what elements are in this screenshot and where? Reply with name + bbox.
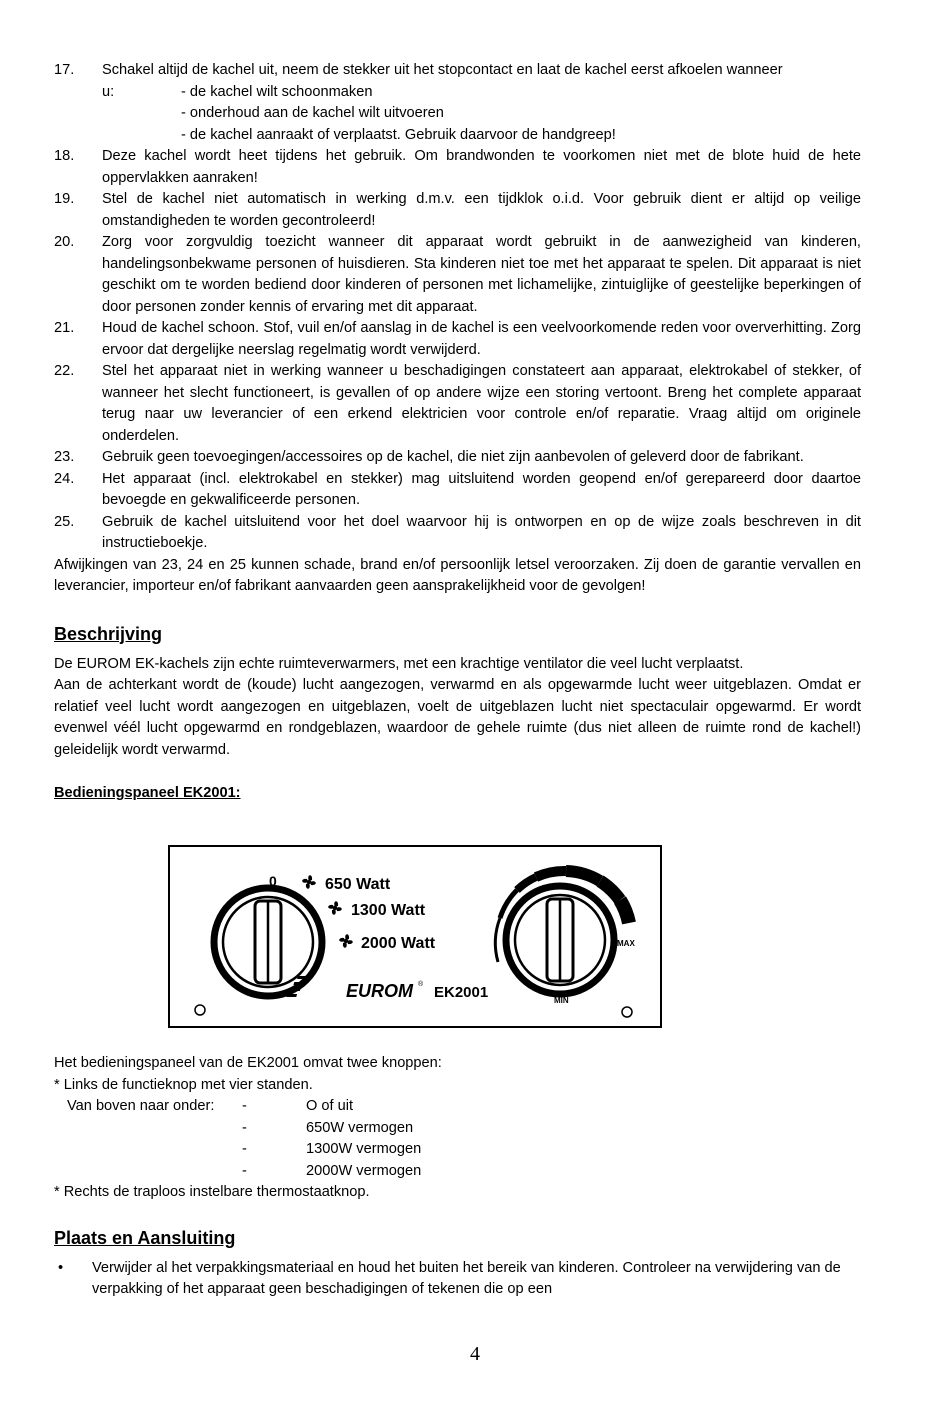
- setting-row: [54, 1118, 861, 1140]
- item-number: 19.: [54, 191, 75, 207]
- item-text: Gebruik de kachel uitsluitend voor het doel waarvoor hij is ontworpen en op de wijze zoals beschreven in dit instructieboekje.: [102, 513, 861, 551]
- function-settings-list: [54, 1096, 861, 1182]
- control-panel-diagram: [168, 845, 662, 1028]
- item-text: Het apparaat (incl. elektrokabel en stekker) mag uitsluitend worden geopend en/of gerepareerd door daartoe bevoegde en gekwalificeerde personen.: [102, 470, 861, 508]
- page-number: 4: [470, 1343, 480, 1365]
- setting-2000: 2000 Watt: [361, 935, 436, 952]
- setting-value: 1300W vermogen: [306, 1141, 422, 1157]
- setting-value: 2000W vermogen: [306, 1162, 422, 1179]
- item-number: 21.: [54, 320, 75, 336]
- safety-item-25: [54, 512, 861, 555]
- description-paragraph: De EUROM EK-kachels zijn echte ruimteverwarmers, met een krachtige ventilator die veel lucht verplaatst.: [54, 655, 744, 672]
- safety-item-21: [54, 318, 861, 361]
- dash: -: [242, 1162, 247, 1179]
- item-number: 25.: [54, 513, 75, 530]
- item-17-sub-3: - de kachel aanraakt of verplaatst. Gebruik daarvoor de handgreep!: [181, 126, 616, 143]
- item-number: 24.: [54, 470, 75, 487]
- safety-item-17-continuation: [54, 82, 861, 104]
- item-number: 17.: [54, 62, 75, 78]
- item-number: 22.: [54, 363, 75, 379]
- safety-item-20: [54, 232, 861, 318]
- item-number: 18.: [54, 148, 75, 164]
- setting-row: [54, 1161, 861, 1183]
- min-label: MIN: [554, 996, 569, 1005]
- description-paragraph: Aan de achterkant wordt de (koude) lucht aangezogen, verwarmd en als opgewarmde lucht weer uitgeblazen. Omdat er relatief veel lucht wordt aangezogen en uitgeblazen, voelt de uitgeblazen lucht niet spectaculair opgewarmd. Er wordt evenwel véél lucht opgewarmd en rondgeblazen, waardoor de gehele ruimte (dus niet alleen de ruimte rond de kachel!) geleidelijk wordt verwarmd.: [54, 677, 861, 758]
- bullet-item: [54, 1258, 861, 1301]
- panel-intro: Het bedieningspaneel van de EK2001 omvat twee knoppen:: [54, 1055, 442, 1071]
- safety-item-19: [54, 189, 861, 232]
- dash: -: [242, 1141, 247, 1157]
- bullet-icon: •: [58, 1259, 64, 1276]
- safety-item-24: [54, 469, 861, 512]
- brand-name: EUROM: [346, 981, 413, 1001]
- item-17-u-label: u:: [102, 83, 115, 100]
- item-text: Zorg voor zorgvuldig toezicht wanneer dit apparaat wordt gebruikt in de aanwezigheid van kinderen, handelingsonbekwame personen of huisdieren. Sta kinderen niet toe met het apparaat te spelen. Dit apparaat is niet geschikt om te worden bediend door kinderen of personen met lichamelijke, zintuiglijke of geestelijke beperkingen of door personen zonder kennis of ervaring met dit apparaat.: [102, 234, 861, 315]
- warning-paragraph: Afwijkingen van 23, 24 en 25 kunnen schade, brand en/of persoonlijk letsel veroorzaken. Zij doen de garantie vervallen en leverancier, importeur en/of fabrikant aanvaarden geen aansprakelijkheid voor de gevolgen!: [54, 556, 861, 594]
- item-text: Gebruik geen toevoegingen/accessoires op de kachel, die niet zijn aanbevolen of geleverd door de fabrikant.: [102, 449, 804, 465]
- setting-row: [54, 1139, 861, 1161]
- item-text: Houd de kachel schoon. Stof, vuil en/of aanslag in de kachel is een veelvoorkomende reden voor oververhitting. Zorg ervoor dat dergelijke neerslag regelmatig wordt verwijderd.: [102, 320, 861, 358]
- setting-value: O of uit: [306, 1098, 354, 1114]
- dash: -: [242, 1098, 247, 1114]
- item-17-sub-1: - de kachel wilt schoonmaken: [181, 83, 373, 100]
- item-text: Schakel altijd de kachel uit, neem de stekker uit het stopcontact en laat de kachel eerst afkoelen wanneer: [102, 62, 783, 78]
- setting-650: 650 Watt: [325, 876, 391, 893]
- setting-1300: 1300 Watt: [351, 902, 426, 919]
- safety-item-23: [54, 447, 861, 469]
- right-knob-description: * Rechts de traploos instelbare thermostaatknop.: [54, 1184, 370, 1200]
- max-label: MAX: [617, 939, 635, 948]
- left-knob-description: * Links de functieknop met vier standen.: [54, 1076, 313, 1093]
- settings-lead: Van boven naar onder:: [67, 1098, 215, 1114]
- off-label: 0: [269, 873, 277, 889]
- panel-heading: Bedieningspaneel EK2001:: [54, 785, 241, 801]
- item-number: 20.: [54, 234, 75, 250]
- section-heading-plaats: Plaats en Aansluiting: [54, 1227, 236, 1248]
- item-text: Stel het apparaat niet in werking wanneer u beschadigingen constateert aan apparaat, elektrokabel of stekker, of wanneer het slecht functioneert, is gevallen of op andere wijze een storing vertoont. Breng het complete apparaat terug naar uw leverancier of een erkend elektricien voor controle en/of reparatie. Vraag altijd om originele onderdelen.: [102, 363, 861, 444]
- safety-list: [54, 60, 861, 555]
- item-text: Stel de kachel niet automatisch in werking d.m.v. een tijdklok o.i.d. Voor gebruik dient er altijd op veilige omstandigheden te worden gecontroleerd!: [102, 191, 861, 229]
- safety-item-18: [54, 146, 861, 189]
- section-heading-beschrijving: Beschrijving: [54, 623, 163, 644]
- item-number: 23.: [54, 449, 75, 465]
- dash: -: [242, 1119, 247, 1136]
- model-number: EK2001: [434, 984, 489, 1001]
- function-knob: [214, 888, 322, 996]
- setting-value: 650W vermogen: [306, 1119, 414, 1136]
- safety-item-22: [54, 361, 861, 447]
- safety-instructions: [54, 60, 861, 805]
- setting-row: [54, 1096, 861, 1118]
- item-text: Deze kachel wordt heet tijdens het gebruik. Om brandwonden te voorkomen niet met de blote huid de hete oppervlakken aanraken!: [102, 148, 861, 186]
- item-17-sub-2: - onderhoud aan de kachel wilt uitvoeren: [181, 105, 444, 121]
- panel-explanation: [54, 1053, 861, 1301]
- safety-item-17: [54, 60, 861, 82]
- bullet-text: Verwijder al het verpakkingsmateriaal en houd het buiten het bereik van kinderen. Controleer na verwijdering van de verpakking of het apparaat geen beschadigingen of tekenen die op een: [92, 1259, 841, 1297]
- brand-mark: ®: [418, 981, 424, 988]
- control-panel-illustration: [168, 845, 662, 1028]
